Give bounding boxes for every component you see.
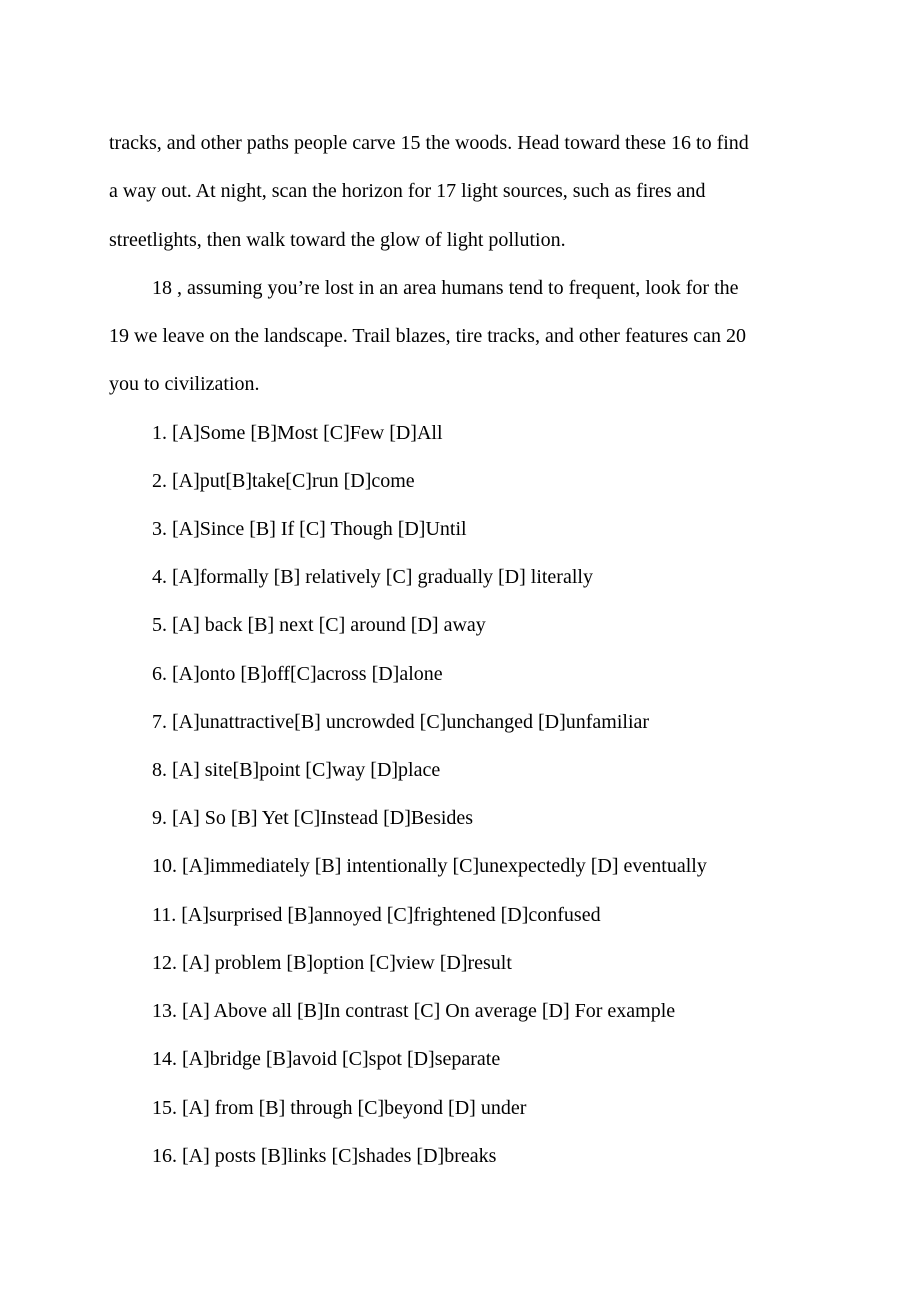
question-item: 14. [A]bridge [B]avoid [C]spot [D]separate: [152, 1048, 501, 1070]
question-item: 8. [A] site[B]point [C]way [D]place: [152, 759, 441, 781]
passage-line: tracks, and other paths people carve 15 the woods. Head toward these 16 to find: [109, 132, 749, 154]
question-item: 15. [A] from [B] through [C]beyond [D] under: [152, 1097, 527, 1119]
passage-line: 18 , assuming you’re lost in an area humans tend to frequent, look for the: [152, 277, 739, 299]
question-item: 6. [A]onto [B]off[C]across [D]alone: [152, 663, 443, 685]
question-item: 10. [A]immediately [B] intentionally [C]unexpectedly [D] eventually: [152, 855, 707, 877]
question-item: 16. [A] posts [B]links [C]shades [D]breaks: [152, 1145, 497, 1167]
passage-line: 19 we leave on the landscape. Trail blazes, tire tracks, and other features can 20: [109, 325, 746, 347]
question-item: 7. [A]unattractive[B] uncrowded [C]unchanged [D]unfamiliar: [152, 711, 650, 733]
question-item: 3. [A]Since [B] If [C] Though [D]Until: [152, 518, 467, 540]
passage-line: a way out. At night, scan the horizon for 17 light sources, such as fires and: [109, 180, 706, 202]
question-item: 13. [A] Above all [B]In contrast [C] On average [D] For example: [152, 1000, 676, 1022]
question-item: 1. [A]Some [B]Most [C]Few [D]All: [152, 422, 443, 444]
question-item: 12. [A] problem [B]option [C]view [D]result: [152, 952, 512, 974]
question-item: 4. [A]formally [B] relatively [C] gradually [D] literally: [152, 566, 593, 588]
question-item: 11. [A]surprised [B]annoyed [C]frightened [D]confused: [152, 904, 601, 926]
question-item: 5. [A] back [B] next [C] around [D] away: [152, 614, 486, 636]
passage-line: you to civilization.: [109, 373, 260, 395]
question-item: 9. [A] So [B] Yet [C]Instead [D]Besides: [152, 807, 474, 829]
question-item: 2. [A]put[B]take[C]run [D]come: [152, 470, 415, 492]
passage-line: streetlights, then walk toward the glow of light pollution.: [109, 229, 566, 251]
